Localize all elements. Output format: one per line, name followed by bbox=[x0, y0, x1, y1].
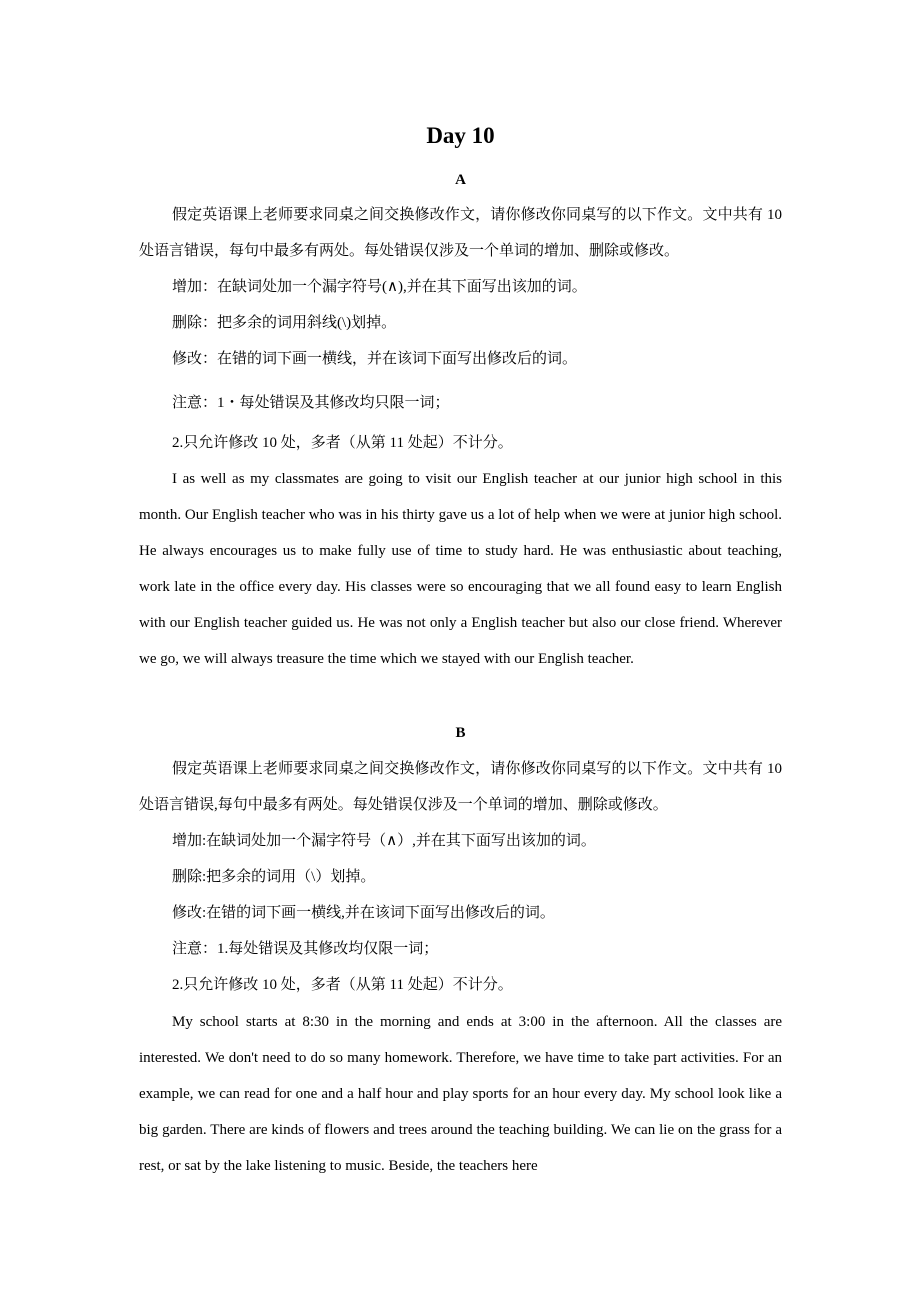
section-a-note-2: 2.只允许修改 10 处，多者（从第 11 处起）不计分。 bbox=[172, 435, 513, 451]
section-a-modify-rule: 修改：在错的词下画一横线，并在该词下面写出修改后的词。 bbox=[172, 351, 578, 367]
section-a-passage: I as well as my classmates are going to visit our English teacher at our junior high school in this month. Our English teacher who was in his thirty gave us a lot of help when we were at junior high school. He always encourages us to make fully use of time to study hard. He was enthusiastic about teaching, work late in the office every day. His classes were so encouraging that we all found easy to learn English with our English teacher guided us. He was not only a English teacher but also our close friend. Wherever we go, we will always treasure the time which we stayed with our English teacher. bbox=[139, 471, 782, 667]
section-b-modify-rule: 修改:在错的词下画一横线,并在该词下面写出修改后的词。 bbox=[172, 905, 555, 921]
section-b-label: B bbox=[455, 725, 466, 741]
section-b-delete-rule: 删除:把多余的词用（\）划掉。 bbox=[172, 869, 376, 885]
section-a-label: A bbox=[455, 172, 466, 188]
section-b-add-rule: 增加:在缺词处加一个漏字符号（∧）,并在其下面写出该加的词。 bbox=[172, 833, 596, 849]
section-b-note-1: 注意：1.每处错误及其修改均仅限一词； bbox=[172, 941, 439, 957]
section-b-instructions: 假定英语课上老师要求同桌之间交换修改作文，请你修改你同桌写的以下作文。文中共有 10 处语言错误,每句中最多有两处。每处错误仅涉及一个单词的增加、删除或修改。 bbox=[139, 761, 782, 813]
section-a-add-rule: 增加：在缺词处加一个漏字符号(∧),并在其下面写出该加的词。 bbox=[172, 279, 587, 295]
section-a-delete-rule: 删除：把多余的词用斜线(\)划掉。 bbox=[172, 315, 397, 331]
section-b-note-2: 2.只允许修改 10 处，多者（从第 11 处起）不计分。 bbox=[172, 977, 513, 993]
section-a-note-1: 注意：1・每处错误及其修改均只限一词； bbox=[172, 395, 450, 411]
section-b-passage: My school starts at 8:30 in the morning and ends at 3:00 in the afternoon. All the classes are interested. We don't need to do so many homework. Therefore, we have time to take part activities. For an example, we can read for one and a half hour and play sports for an hour every day. My school look like a big garden. There are kinds of flowers and trees around the teaching building. We can lie on the grass for a rest, or sat by the lake listening to music. Beside, the teachers here bbox=[139, 1014, 782, 1174]
section-a-instructions: 假定英语课上老师要求同桌之间交换修改作文，请你修改你同桌写的以下作文。文中共有 10 处语言错误，每句中最多有两处。每处错误仅涉及一个单词的增加、删除或修改。 bbox=[139, 207, 782, 259]
page-title: Day 10 bbox=[426, 123, 495, 148]
